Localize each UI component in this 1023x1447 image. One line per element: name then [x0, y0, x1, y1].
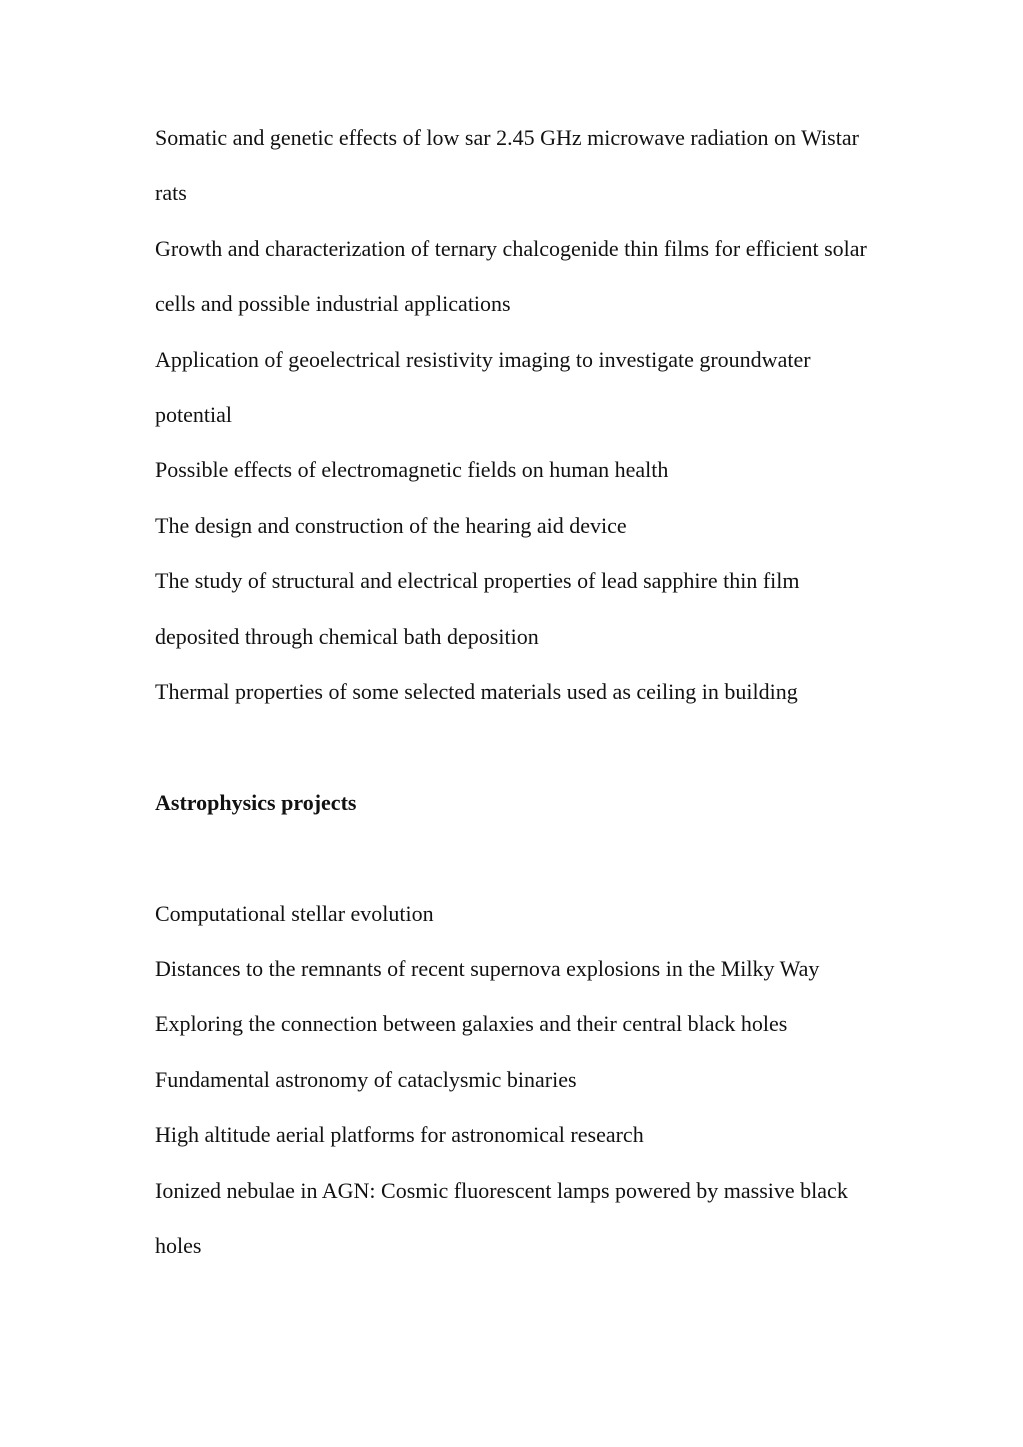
project-title: Application of geoelectrical resistivity imaging to investigate groundwater potential — [155, 346, 811, 428]
project-title: High altitude aerial platforms for astronomical research — [155, 1122, 644, 1148]
project-title: Computational stellar evolution — [155, 900, 434, 926]
project-title: Ionized nebulae in AGN: Cosmic fluorescent lamps powered by massive black holes — [155, 1177, 848, 1259]
section-heading: Astrophysics projects — [155, 789, 357, 815]
project-title: Thermal properties of some selected materials used as ceiling in building — [155, 679, 798, 705]
project-title: Growth and characterization of ternary chalcogenide thin films for efficient solar cells and possible industrial applications — [155, 235, 867, 317]
project-title: Exploring the connection between galaxies and their central black holes — [155, 1011, 788, 1037]
project-title: Fundamental astronomy of cataclysmic binaries — [155, 1066, 577, 1092]
project-title: Distances to the remnants of recent supernova explosions in the Milky Way — [155, 956, 820, 982]
document-body — [155, 110, 875, 1274]
project-title: The design and construction of the hearing aid device — [155, 512, 627, 538]
project-title: Somatic and genetic effects of low sar 2.45 GHz microwave radiation on Wistar rats — [155, 125, 859, 206]
project-title: The study of structural and electrical properties of lead sapphire thin film deposited through chemical bath deposition — [155, 568, 800, 649]
project-title: Possible effects of electromagnetic fields on human health — [155, 457, 669, 483]
